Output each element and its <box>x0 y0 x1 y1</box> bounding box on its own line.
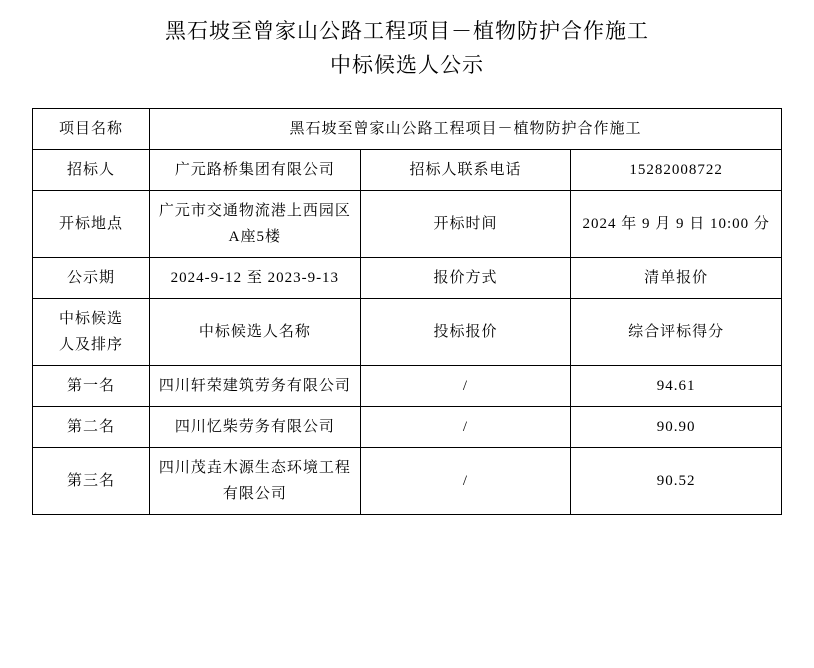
quote-method-label: 报价方式 <box>360 258 571 299</box>
project-name-value: 黑石坡至曾家山公路工程项目－植物防护合作施工 <box>150 109 782 150</box>
bid-open-place-value: 广元市交通物流港上西园区A座5楼 <box>150 191 361 258</box>
quote-method-value: 清单报价 <box>571 258 782 299</box>
announcement-table-wrapper <box>32 108 782 515</box>
candidate-rank: 第一名 <box>33 366 150 407</box>
candidates-label-line-2: 人及排序 <box>58 337 123 353</box>
page-title <box>0 0 814 82</box>
tenderer-phone-value: 15282008722 <box>571 150 782 191</box>
candidates-label-line-1: 中标候选 <box>58 311 123 327</box>
candidate-price: / <box>360 366 571 407</box>
table-row-bid-open <box>33 191 782 258</box>
bid-open-time-value: 2024 年 9 月 9 日 10:00 分 <box>571 191 782 258</box>
announcement-table <box>32 108 782 515</box>
candidate-score: 90.52 <box>571 448 782 515</box>
candidate-rank: 第三名 <box>33 448 150 515</box>
table-row <box>33 448 782 515</box>
score-header: 综合评标得分 <box>571 299 782 366</box>
candidate-name: 四川忆柴劳务有限公司 <box>150 407 361 448</box>
candidate-name: 四川轩荣建筑劳务有限公司 <box>150 366 361 407</box>
page-title-line-1: 黑石坡至曾家山公路工程项目－植物防护合作施工 <box>165 19 649 43</box>
table-row-candidate-header <box>33 299 782 366</box>
tenderer-phone-label: 招标人联系电话 <box>360 150 571 191</box>
table-row <box>33 366 782 407</box>
bid-open-time-label: 开标时间 <box>360 191 571 258</box>
project-name-label: 项目名称 <box>33 109 150 150</box>
candidate-name-header: 中标候选人名称 <box>150 299 361 366</box>
tenderer-value: 广元路桥集团有限公司 <box>150 150 361 191</box>
table-row-project-name <box>33 109 782 150</box>
candidate-name: 四川茂垚木源生态环境工程有限公司 <box>150 448 361 515</box>
candidate-rank: 第二名 <box>33 407 150 448</box>
publicity-period-label: 公示期 <box>33 258 150 299</box>
table-row <box>33 407 782 448</box>
bid-open-place-label: 开标地点 <box>33 191 150 258</box>
candidate-price: / <box>360 448 571 515</box>
bid-price-header: 投标报价 <box>360 299 571 366</box>
candidate-price: / <box>360 407 571 448</box>
candidates-label <box>33 299 150 366</box>
page-title-line-2: 中标候选人公示 <box>330 53 484 77</box>
tenderer-label: 招标人 <box>33 150 150 191</box>
publicity-period-value: 2024-9-12 至 2023-9-13 <box>150 258 361 299</box>
candidate-score: 90.90 <box>571 407 782 448</box>
table-row-tenderer <box>33 150 782 191</box>
candidate-score: 94.61 <box>571 366 782 407</box>
table-row-publicity <box>33 258 782 299</box>
